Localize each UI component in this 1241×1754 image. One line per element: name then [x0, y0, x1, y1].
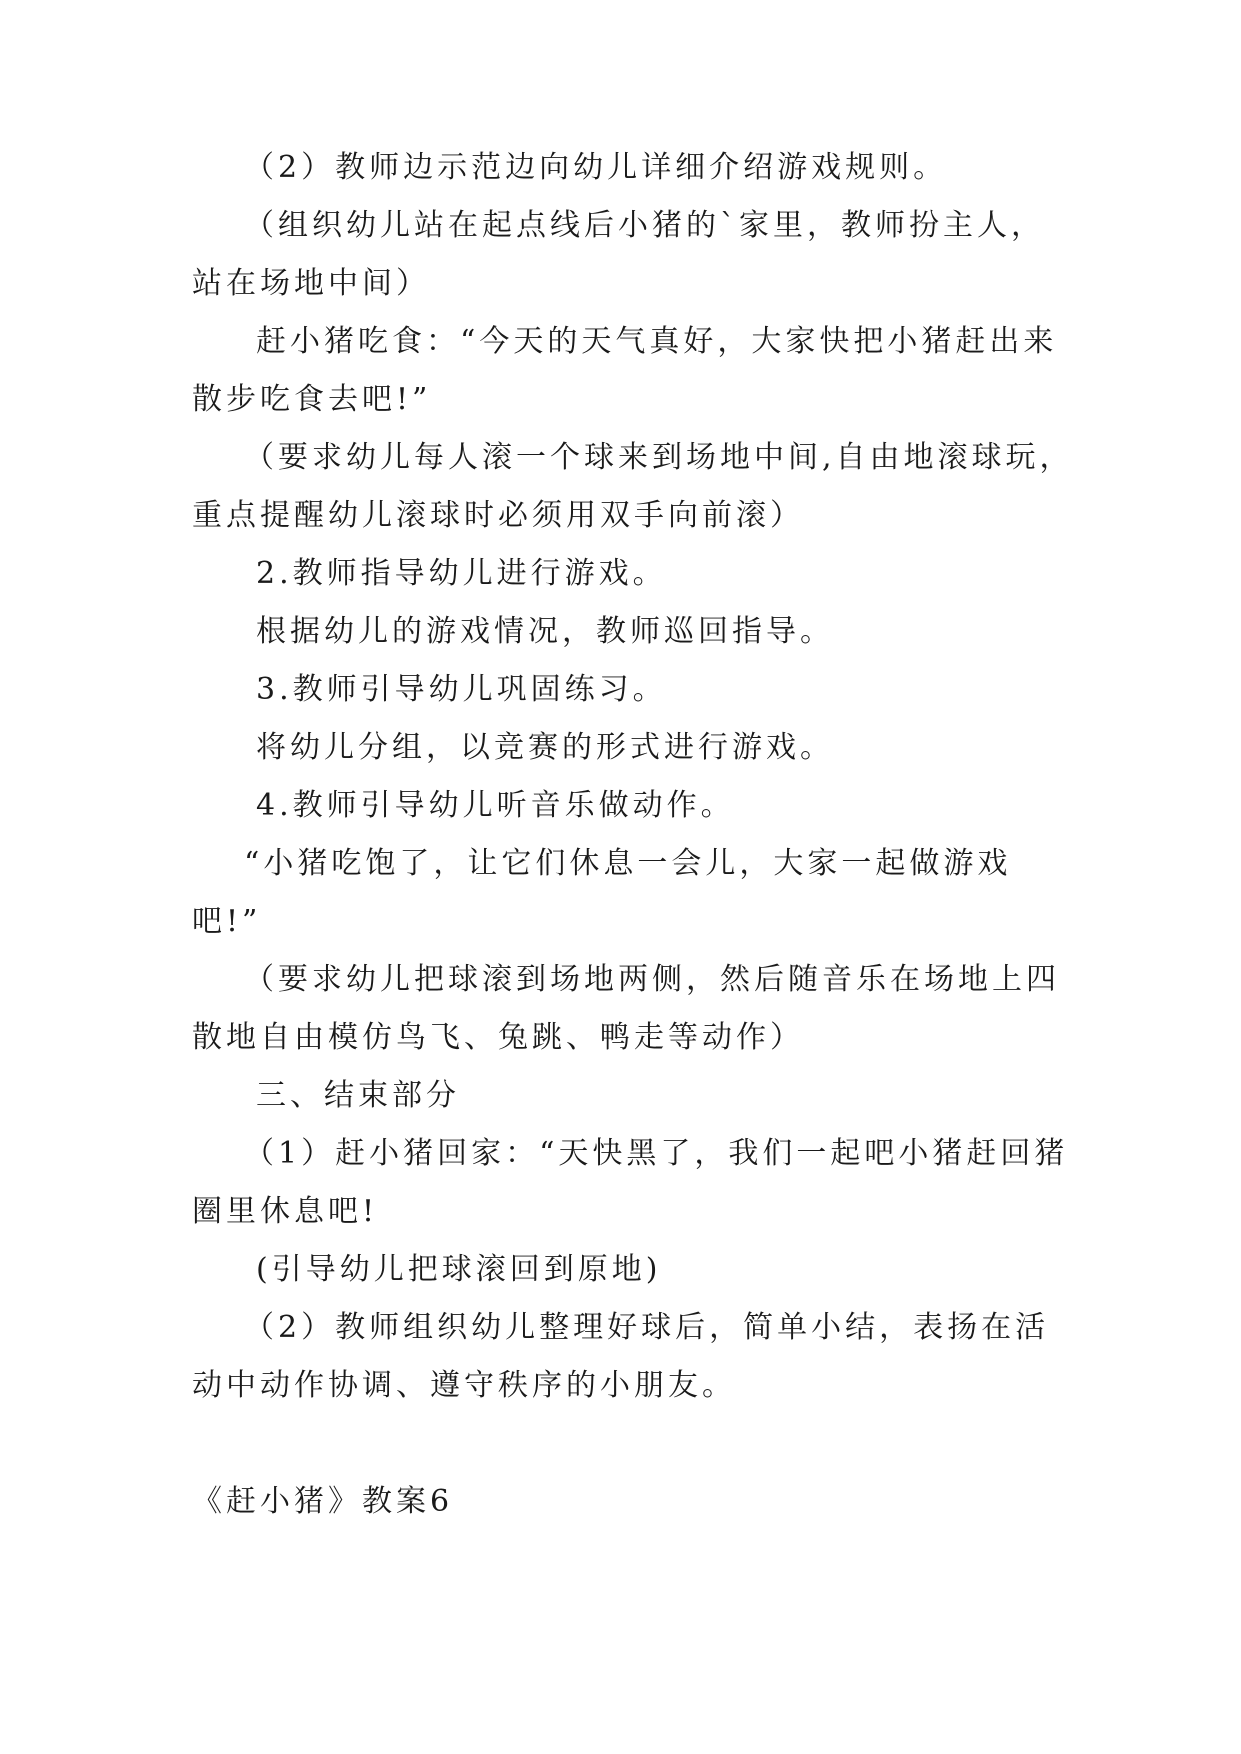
paragraph-line: 根据幼儿的游戏情况，教师巡回指导。	[256, 614, 834, 649]
paragraph-line: 2.教师指导幼儿进行游戏。	[256, 556, 667, 591]
paragraph-line: 圈里休息吧!	[192, 1194, 379, 1229]
paragraph-line: （2）教师组织幼儿整理好球后，简单小结，表扬在活	[244, 1310, 1050, 1345]
paragraph-line: “小猪吃饱了，让它们休息一会儿，大家一起做游戏	[244, 846, 1012, 881]
paragraph-line: （要求幼儿把球滚到场地两侧，然后随音乐在场地上四	[244, 962, 1060, 997]
paragraph-line: 将幼儿分组，以竞赛的形式进行游戏。	[256, 730, 834, 765]
paragraph-line: （要求幼儿每人滚一个球来到场地中间,自由地滚球玩，	[244, 440, 1074, 475]
paragraph-line: 散地自由模仿鸟飞、兔跳、鸭走等动作）	[192, 1020, 804, 1055]
paragraph-line: 站在场地中间）	[192, 266, 430, 301]
document-title: 《赶小猪》教案6	[192, 1484, 454, 1519]
paragraph-line: 动中动作协调、遵守秩序的小朋友。	[192, 1368, 736, 1403]
section-heading: 三、结束部分	[256, 1078, 460, 1113]
paragraph-line: 吧!”	[192, 904, 262, 939]
paragraph-line: 重点提醒幼儿滚球时必须用双手向前滚）	[192, 498, 804, 533]
paragraph-line: 赶小猪吃食：“今天的天气真好，大家快把小猪赶出来	[256, 324, 1058, 359]
paragraph-line: （组织幼儿站在起点线后小猪的`家里，教师扮主人，	[244, 208, 1045, 243]
paragraph-line: (引导幼儿把球滚回到原地)	[256, 1252, 662, 1287]
paragraph-line: 散步吃食去吧!”	[192, 382, 432, 417]
paragraph-line: （1）赶小猪回家：“天快黑了，我们一起吧小猪赶回猪	[244, 1136, 1069, 1171]
paragraph-line: 4.教师引导幼儿听音乐做动作。	[256, 788, 735, 823]
paragraph-line: （2）教师边示范边向幼儿详细介绍游戏规则。	[244, 150, 948, 185]
paragraph-line: 3.教师引导幼儿巩固练习。	[256, 672, 667, 707]
